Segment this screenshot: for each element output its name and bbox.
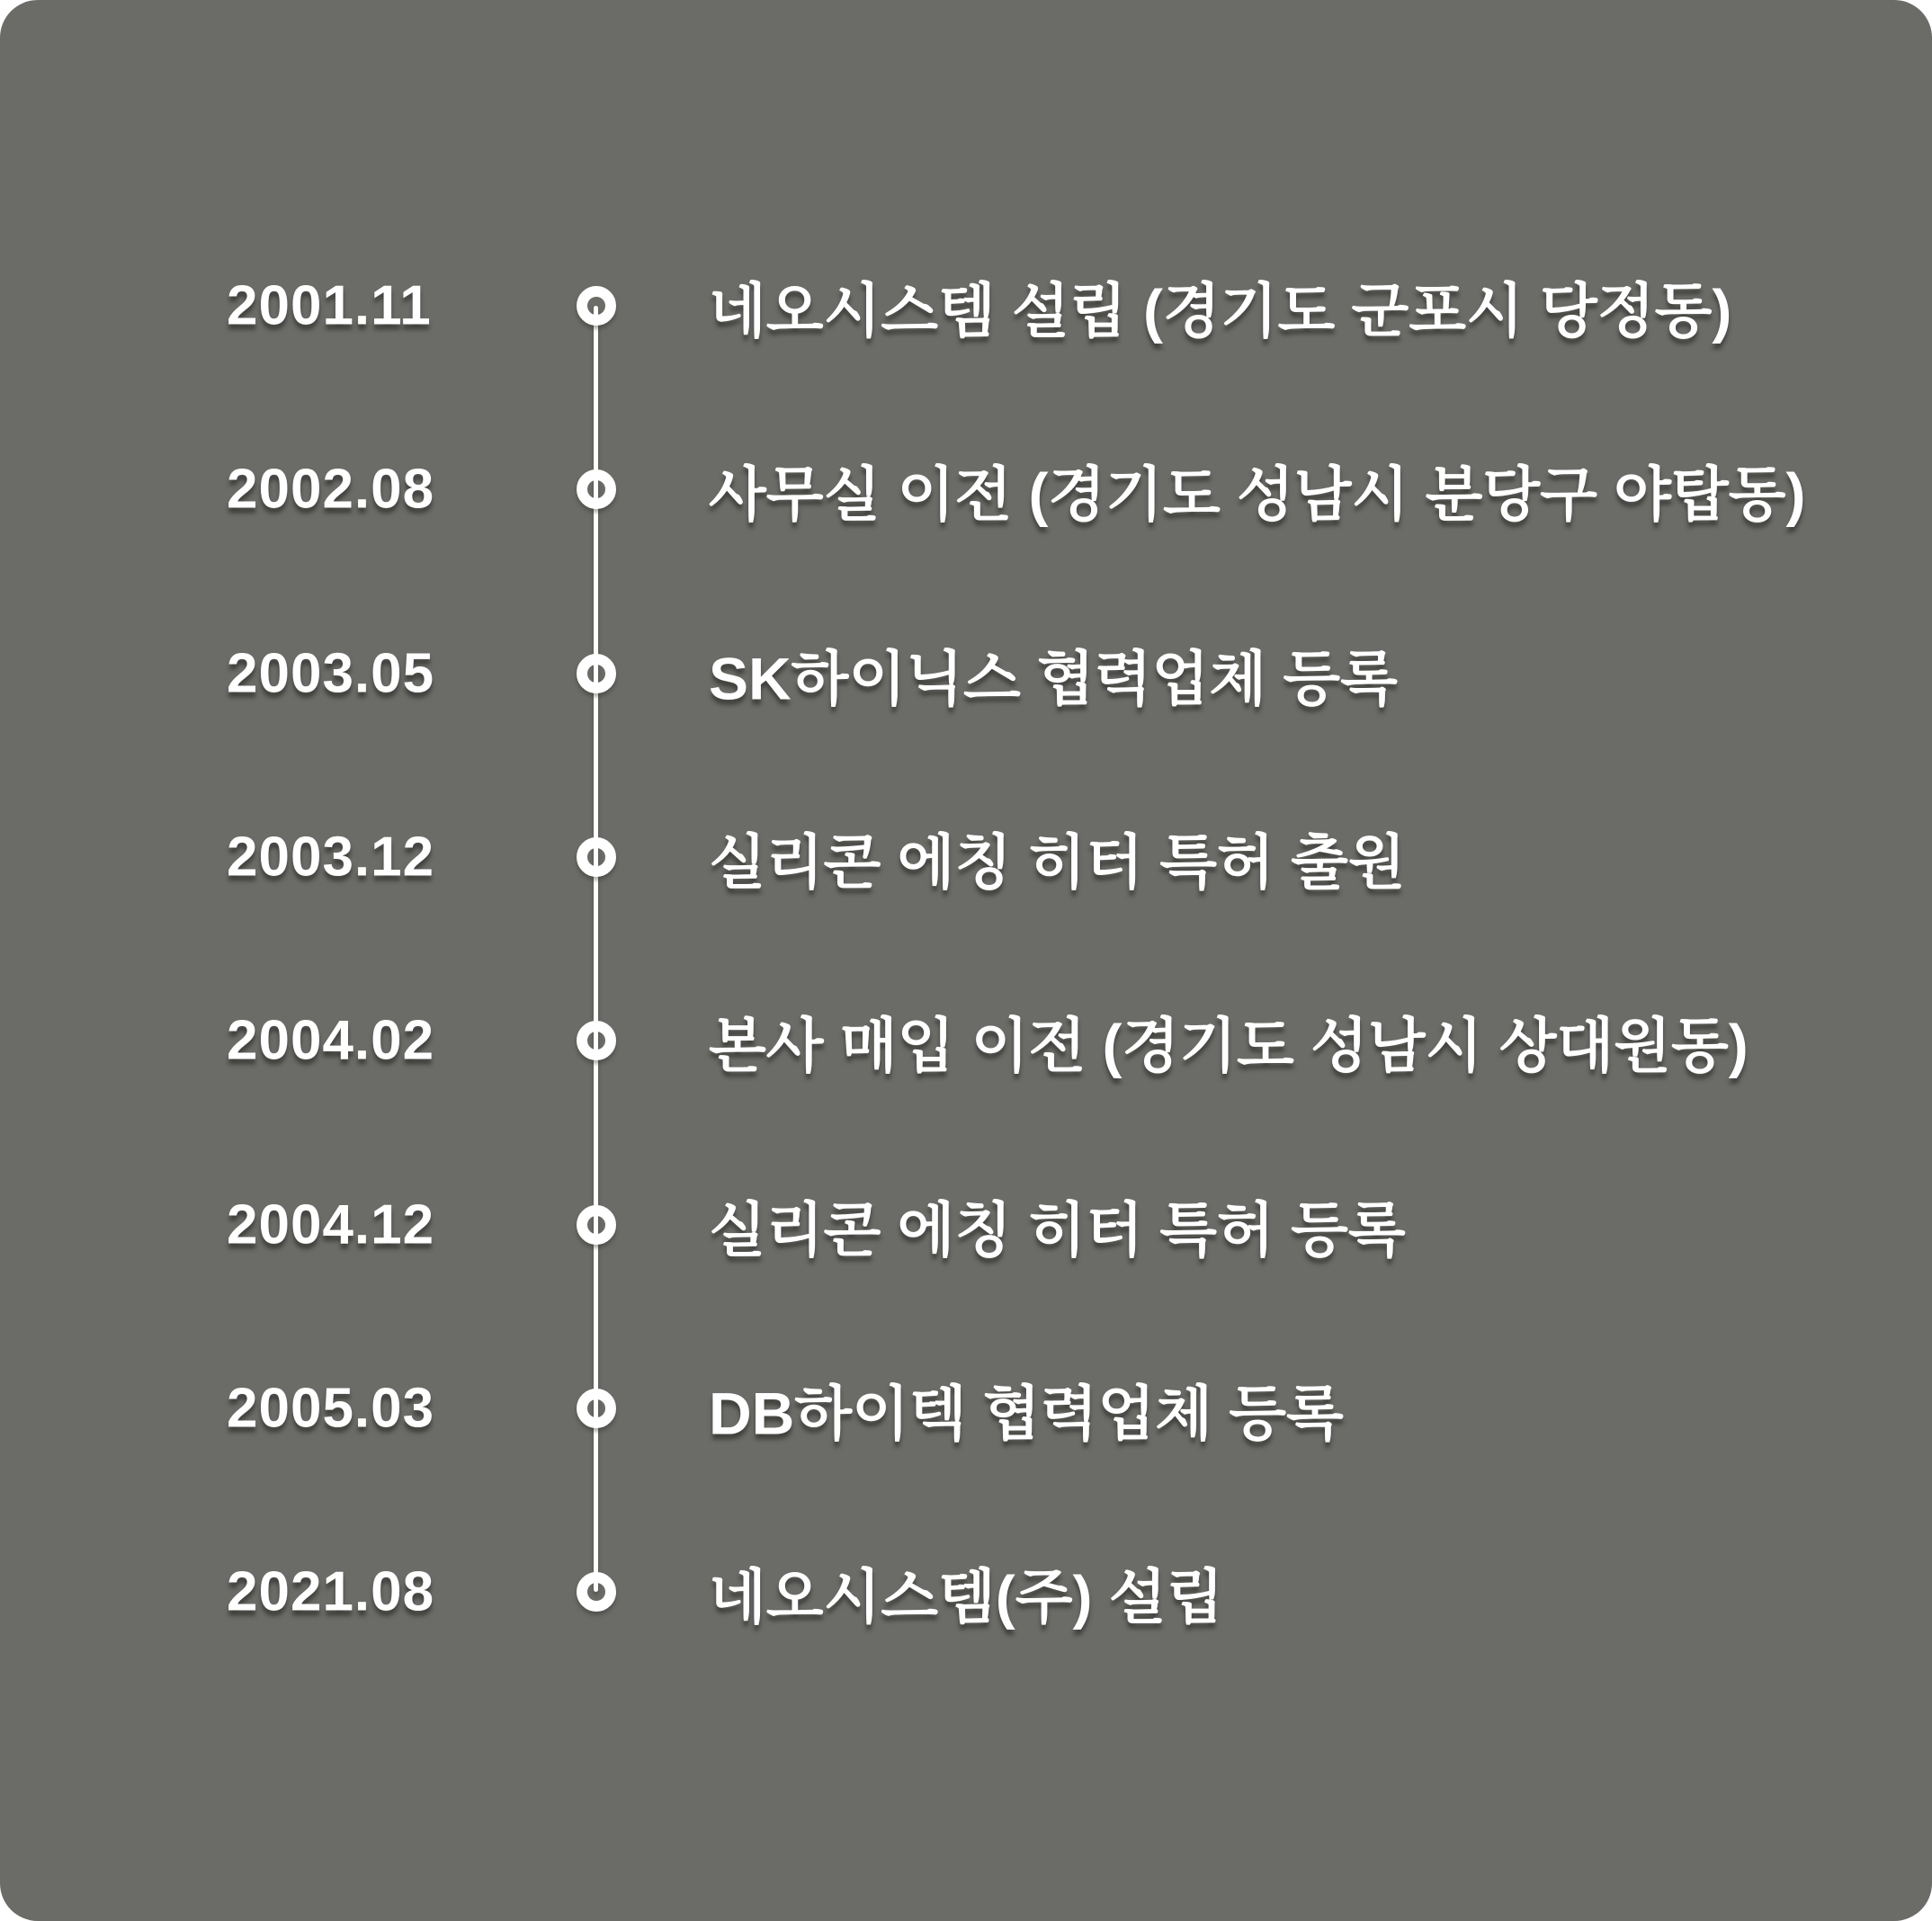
timeline-node-circle-icon [577, 654, 616, 693]
timeline-node-circle-icon [577, 1572, 616, 1612]
timeline-entry-description: 본사 매입 이전 (경기도 성남시 상대원동) [709, 1012, 1749, 1079]
timeline-entry-description: SK하이닉스 협력업체 등록 [709, 645, 1398, 712]
timeline-entry-date: 2002.08 [227, 458, 435, 521]
timeline-entry-description: 네오시스템(주) 설립 [709, 1563, 1224, 1631]
timeline-node-circle-icon [577, 1021, 616, 1060]
timeline-entry-description: 사무실 이전 (경기도 성남시 분당구 야탑동) [709, 460, 1806, 528]
timeline-entry-description: 실리콘 에칭 히터 특허 출원 [709, 828, 1406, 896]
timeline-node-circle-icon [577, 1389, 616, 1428]
timeline-entry-date: 2005.03 [227, 1377, 435, 1440]
timeline-node-circle-icon [577, 286, 616, 326]
timeline-entry-date: 2003.12 [227, 826, 435, 889]
timeline-entry-date: 2021.08 [227, 1560, 435, 1623]
timeline-node-circle-icon [577, 1205, 616, 1245]
timeline-entry-description: 실리콘 에칭 히터 특허 등록 [709, 1196, 1406, 1263]
timeline-entry-description: DB하이텍 협력업체 등록 [709, 1380, 1344, 1447]
timeline-entry-description: 네오시스템 설립 (경기도 군포시 당정동) [709, 277, 1732, 344]
timeline-node-circle-icon [577, 469, 616, 509]
timeline-entry-date: 2004.02 [227, 1009, 435, 1072]
timeline-entry-date: 2001.11 [227, 274, 432, 337]
timeline-entry-date: 2003.05 [227, 642, 435, 705]
timeline-node-circle-icon [577, 837, 616, 877]
timeline-entry-date: 2004.12 [227, 1193, 435, 1255]
